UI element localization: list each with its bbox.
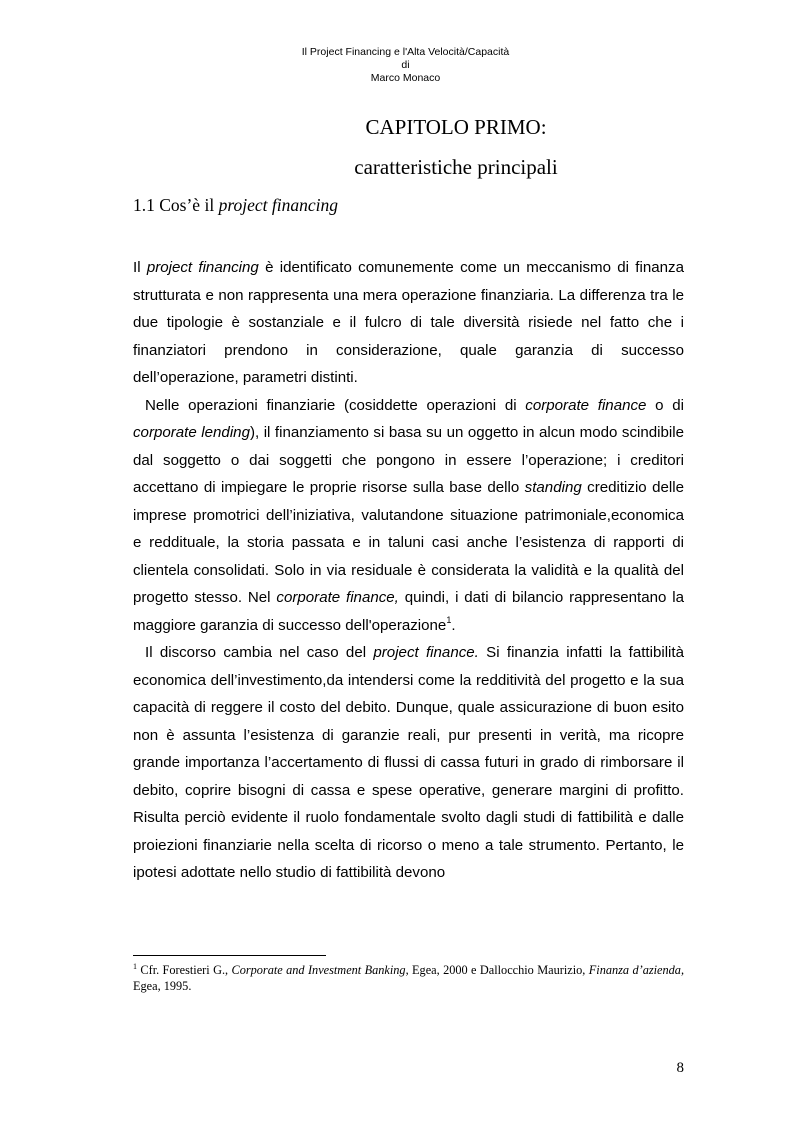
- header-title: Il Project Financing e l'Alta Velocità/Capacità: [301, 46, 510, 58]
- paragraph-1: [133, 254, 684, 392]
- italic-term: project finance.: [373, 644, 479, 661]
- italic-term: project financing: [146, 259, 259, 276]
- footnote-text: Egea, 1995.: [133, 979, 192, 993]
- paragraph-text: Il: [133, 259, 141, 276]
- footnote-divider: [133, 955, 326, 956]
- paragraph-text: quindi, i dati di bilancio rappresentano la maggiore garanzia di successo dell'operazione: [133, 589, 685, 634]
- header-author: Marco Monaco: [370, 72, 441, 84]
- paragraph-text: è identificato comunemente come un meccanismo di finanza strutturata e non rappresenta una mera operazione finanziaria. La differenza tra le due tipologie è sostanziale e il fulcro di tale diversità risiede nel fatto che i finanziatori prendono in considerazione, quale garanzia di successo dell’operazione, parametri distinti.: [133, 259, 684, 386]
- footnote-text: Cfr. Forestieri G.,: [140, 963, 229, 977]
- paragraph-text: Nelle operazioni finanziarie (cosiddette operazioni di: [145, 396, 517, 414]
- page-number: 8: [676, 1060, 684, 1076]
- paragraph-text: creditizio delle imprese promotrici dell’iniziativa, valutandone situazione patrimoniale,economica e reddituale, la storia passata e in taluni casi anche l’esistenza di rapporti di clientela consolidati. Solo in via residuale è considerata la validità e la qualità del progetto stesso. Nel: [133, 479, 684, 606]
- italic-term: standing: [524, 479, 582, 496]
- italic-term: corporate finance,: [276, 589, 399, 606]
- italic-term: corporate lending: [133, 424, 250, 441]
- section-heading: [133, 194, 338, 216]
- paragraph-3: [133, 639, 684, 887]
- footnote-italic: Finanza d’azienda,: [588, 963, 685, 977]
- paragraph-text: .: [451, 616, 456, 634]
- footnote-text: , Egea, 2000 e Dallocchio Maurizio,: [405, 963, 586, 977]
- header-di: di: [401, 59, 410, 71]
- chapter-title: CAPITOLO PRIMO:: [365, 115, 547, 139]
- footnote-reference[interactable]: 1: [446, 614, 452, 625]
- paragraph-text: Si finanzia infatti la fattibilità economica dell’investimento,da intendersi come la redditività del progetto e la sua capacità di reggere il costo del debito. Dunque, quale assicurazione di buon esito non è assunta l’esistenza di garanzie reali, pur presenti in verità, ma ricopre grande importanza l’accertamento di flussi di cassa futuri in grado di rimborsare il debito, coprire bisogni di cassa e spese operative, generare margini di profitto. Risulta perciò evidente il ruolo fondamentale svolto dagli studi di fattibilità e dalle proiezioni finanziarie nella scelta di ricorso o meno a tale strumento. Pertanto, le ipotesi adottate nello studio di fattibilità devono: [133, 644, 685, 881]
- section-number: 1.1 Cos’è il: [133, 195, 215, 215]
- section-title-italic: project financing: [218, 195, 338, 215]
- footnote: [133, 962, 684, 994]
- paragraph-2: [133, 392, 684, 640]
- italic-term: corporate finance: [525, 396, 647, 414]
- footnote-marker: 1: [133, 962, 137, 971]
- paragraph-text: Il discorso cambia nel caso del: [145, 644, 367, 661]
- paragraph-text: o di: [655, 396, 684, 414]
- footnote-italic: Corporate and Investment Banking: [231, 963, 406, 977]
- paragraph-text: ), il finanziamento si basa su un oggetto in alcun modo scindibile dal soggetto o dai soggetti che pongono in essere l’operazione; i creditori accettano di impiegare le proprie risorse sulla base dello: [133, 424, 684, 496]
- running-header: [0, 46, 793, 85]
- chapter-subtitle: caratteristiche principali: [354, 155, 558, 179]
- body-text: [133, 254, 684, 887]
